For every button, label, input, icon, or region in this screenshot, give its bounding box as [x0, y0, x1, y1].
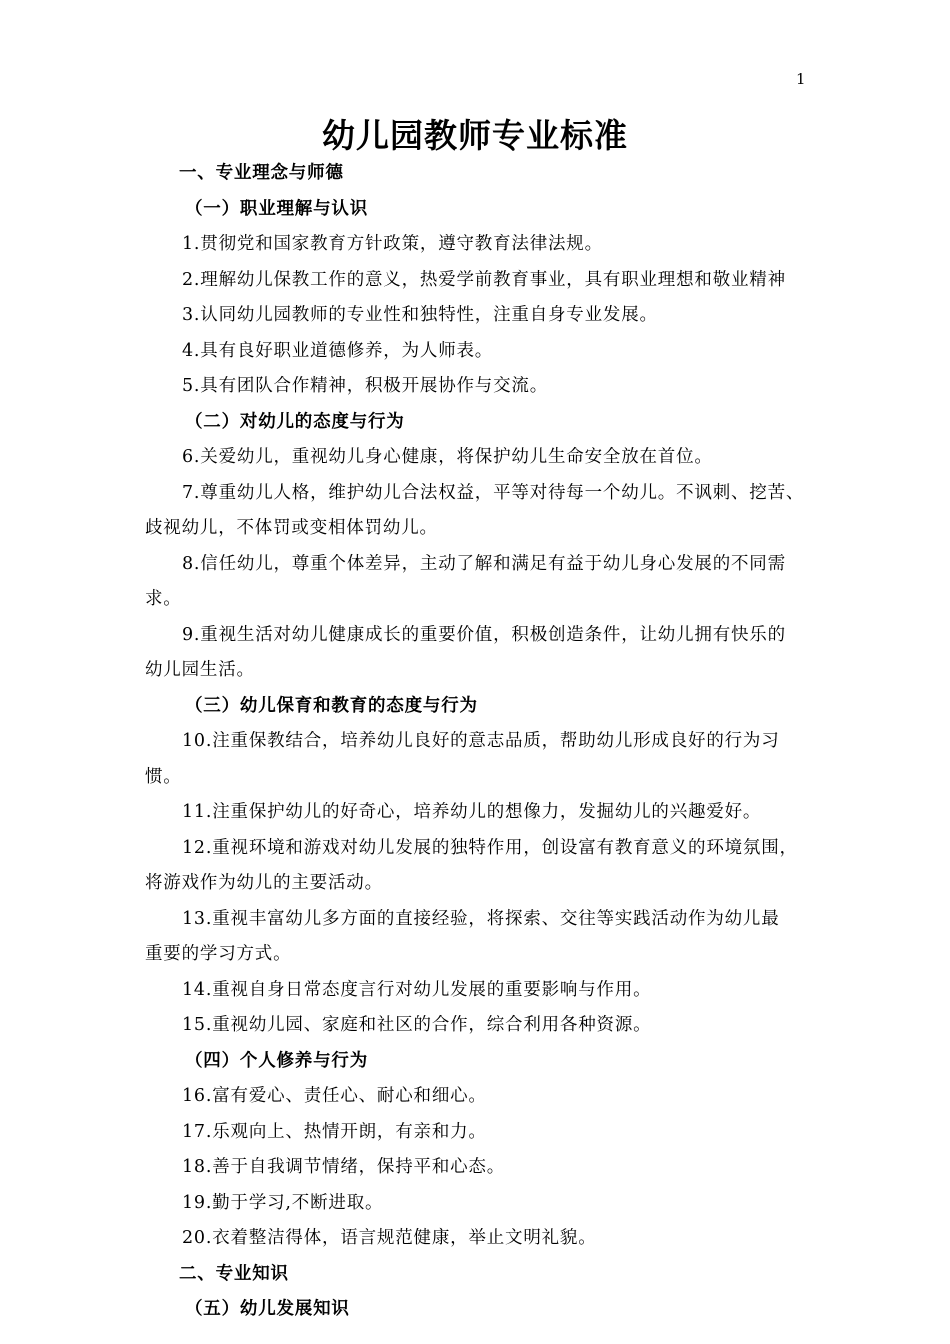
paragraph-line: 16.富有爱心、责任心、耐心和细心。 [182, 1086, 487, 1106]
subsection-heading: （四）个人修养与行为 [185, 1050, 368, 1071]
paragraph-line: 20.衣着整洁得体，语言规范健康，举止文明礼貌。 [182, 1228, 597, 1248]
subsection-heading: （二）对幼儿的态度与行为 [185, 411, 405, 432]
paragraph-line: 12.重视环境和游戏对幼儿发展的独特作用，创设富有教育意义的环境氛围， [182, 837, 798, 858]
section-heading: 二、专业知识 [179, 1263, 289, 1284]
paragraph-line: 8.信任幼儿，尊重个体差异，主动了解和满足有益于幼儿身心发展的不同需 [182, 553, 786, 574]
paragraph-line: 4.具有良好职业道德修养，为人师表。 [182, 340, 494, 361]
paragraph-line: 13.重视丰富幼儿多方面的直接经验，将探索、交往等实践活动作为幼儿最 [182, 908, 780, 929]
paragraph-line: 歧视幼儿，不体罚或变相体罚幼儿。 [145, 518, 438, 538]
paragraph-line: 重要的学习方式。 [145, 944, 292, 964]
paragraph-line: 18.善于自我调节情绪，保持平和心态。 [182, 1157, 506, 1177]
paragraph-line: 1.贯彻党和国家教育方针政策，遵守教育法律法规。 [182, 234, 603, 254]
paragraph-line: 19.勤于学习,不断进取。 [182, 1192, 384, 1213]
subsection-heading: （三）幼儿保育和教育的态度与行为 [185, 695, 478, 716]
paragraph-line: 5.具有团队合作精神，积极开展协作与交流。 [182, 376, 548, 396]
paragraph-line: 3.认同幼儿园教师的专业性和独特性，注重自身专业发展。 [182, 305, 658, 325]
paragraph-line: 求。 [145, 589, 182, 609]
document-title: 幼儿园教师专业标准 [322, 116, 628, 155]
paragraph-line: 2.理解幼儿保教工作的意义，热爱学前教育事业，具有职业理想和敬业精神 [182, 269, 786, 290]
paragraph-line: 9.重视生活对幼儿健康成长的重要价值，积极创造条件，让幼儿拥有快乐的 [182, 624, 786, 645]
paragraph-line: 10.注重保教结合，培养幼儿良好的意志品质，帮助幼儿形成良好的行为习 [182, 731, 780, 751]
document-body [145, 156, 825, 1328]
paragraph-line: 17.乐观向上、热情开朗，有亲和力。 [182, 1121, 487, 1142]
subsection-heading: （五）幼儿发展知识 [185, 1299, 350, 1319]
paragraph-line: 6.关爱幼儿，重视幼儿身心健康，将保护幼儿生命安全放在首位。 [182, 447, 713, 467]
paragraph-line: 11.注重保护幼儿的好奇心，培养幼儿的想像力，发掘幼儿的兴趣爱好。 [182, 802, 762, 822]
paragraph-line: 幼儿园生活。 [145, 660, 255, 680]
paragraph-line: 将游戏作为幼儿的主要活动。 [145, 873, 383, 893]
paragraph-line: 15.重视幼儿园、家庭和社区的合作，综合利用各种资源。 [182, 1015, 652, 1035]
paragraph-line: 惯。 [145, 766, 182, 787]
page-number: 1 [796, 70, 806, 88]
subsection-heading: （一）职业理解与认识 [185, 198, 368, 219]
paragraph-line: 14.重视自身日常态度言行对幼儿发展的重要影响与作用。 [182, 979, 652, 1000]
paragraph-line: 7.尊重幼儿人格，维护幼儿合法权益，平等对待每一个幼儿。不讽刺、挖苦、 [182, 482, 805, 503]
section-heading: 一、专业理念与师德 [179, 163, 344, 183]
